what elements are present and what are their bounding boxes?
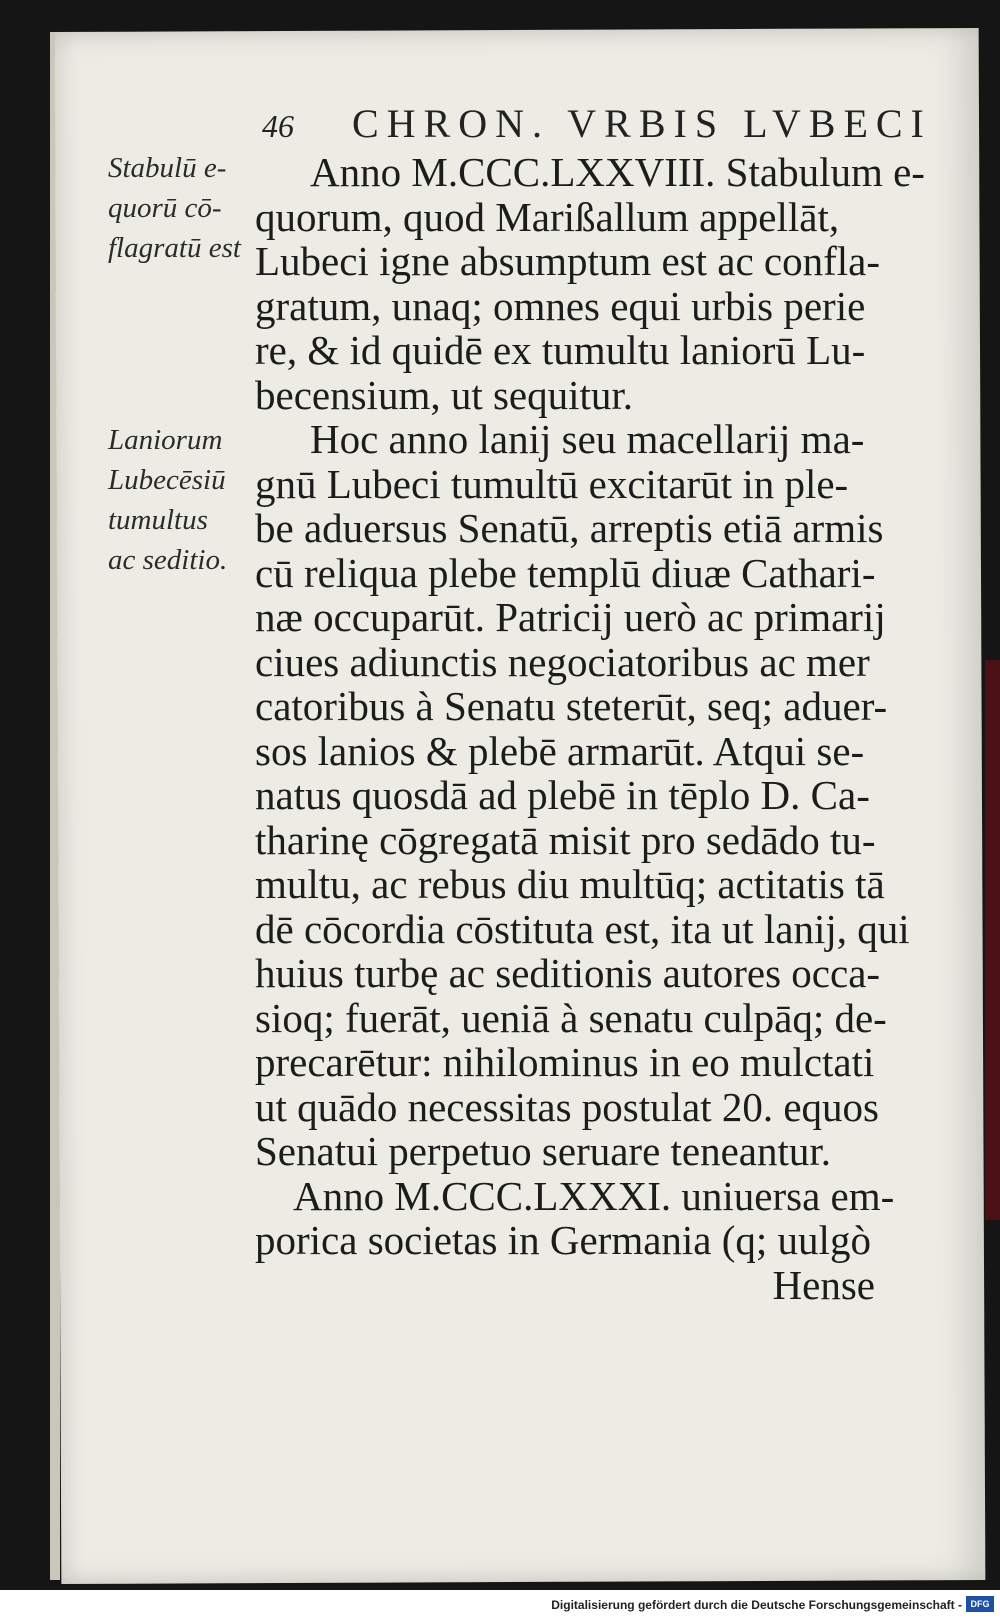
text-line: næ occuparūt. Patricij uerò ac primarij <box>255 594 886 640</box>
margin-note-stable-fire <box>108 148 258 268</box>
text-line: re, & id quidē ex tumultu laniorū Lu- <box>255 327 866 373</box>
text-line: sos lanios & plebē armarūt. Atqui se- <box>255 727 865 774</box>
text-line: dē cōcordia cōstituta est, ita ut lanij, qui <box>255 905 910 952</box>
text-line: precarētur: nihilominus in eo mulctati <box>255 1039 875 1085</box>
margin-note-line: Stabulū e- <box>108 152 227 184</box>
margin-note-line: tumultus <box>108 504 208 536</box>
text-line: becensium, ut sequitur. <box>255 371 634 418</box>
text-line: multu, ac rebus diu multūq; actitatis tā <box>255 861 885 907</box>
text-line: cū reliqua plebe templū diuæ Cathari- <box>255 549 876 596</box>
text-line: huius turbę ac seditionis autores occa- <box>255 950 881 996</box>
text-line: sioq; fuerāt, ueniā à senatu culpāq; de- <box>255 994 887 1041</box>
text-line: Senatui perpetuo seruare teneantur. <box>255 1128 832 1174</box>
body-text <box>255 149 925 1308</box>
dfg-logo-icon: DFG <box>966 1596 994 1612</box>
text-line: tharinę cōgregatā misit pro sedādo tu- <box>255 816 876 863</box>
text-line: be aduersus Senatū, arreptis etiā armis <box>255 505 884 551</box>
text-line: porica societas in Germania (q; uulgò <box>255 1217 871 1263</box>
text-line: gnū Lubeci tumultū excitarūt in ple- <box>255 460 849 507</box>
text-line: Lubeci igne absumptum est ac confla- <box>255 238 881 284</box>
margin-note-line: Laniorum <box>108 424 223 456</box>
margin-note-line: ac seditio. <box>108 544 228 576</box>
footer-bar <box>0 1590 1000 1621</box>
margin-note-butchers-riot <box>108 420 258 580</box>
margin-note-line: quorū cō- <box>108 192 222 224</box>
text-line: ut quādo necessitas postulat 20. equos <box>255 1083 880 1130</box>
binding-strip <box>985 660 1000 1220</box>
text-line: catoribus à Senatu steterūt, seq; aduer- <box>255 683 888 729</box>
margin-note-line: flagratū est <box>108 232 241 264</box>
running-title: CHRON. VRBIS LVBECI <box>352 101 932 146</box>
text-line: natus quosdā ad plebē in tēplo D. Ca- <box>255 772 870 818</box>
text-line: Anno M.CCC.LXXXI. uniuersa em- <box>293 1172 895 1219</box>
text-line: Hoc anno lanij seu macellarij ma- <box>310 416 865 462</box>
catchword: Hense <box>772 1261 875 1308</box>
digitization-credit: Digitalisierung gefördert durch die Deutsche Forschungsgemeinschaft - <box>551 1598 962 1612</box>
text-line: quorum, quod Marißallum appellāt, <box>255 193 840 240</box>
text-line: Anno M.CCC.LXXVIII. Stabulum e- <box>310 149 925 195</box>
text-line: ciues adiunctis negociatoribus ac mer <box>255 638 870 685</box>
running-header <box>262 100 932 150</box>
margin-note-line: Lubecēsiū <box>108 464 226 496</box>
text-line: gratum, unaq; omnes equi urbis perie <box>255 282 866 329</box>
page-number: 46 <box>262 108 294 144</box>
